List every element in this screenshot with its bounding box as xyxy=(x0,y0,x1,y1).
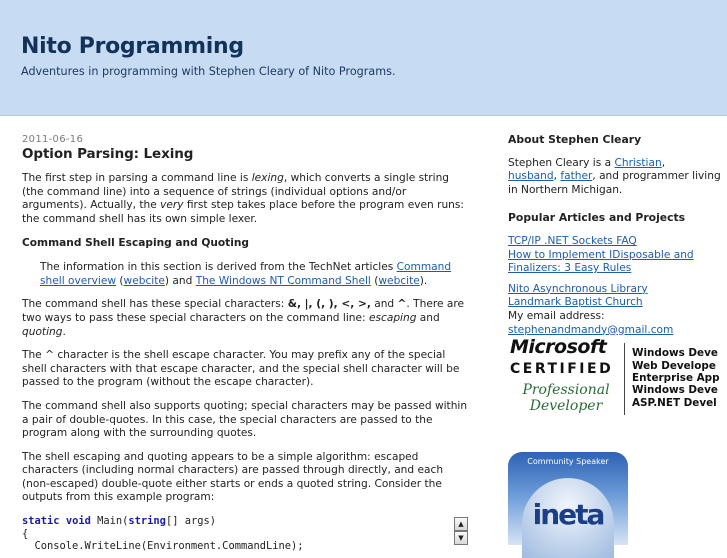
text: The information in this section is derived from the TechNet articles xyxy=(40,261,397,274)
about-heading: About Stephen Cleary xyxy=(508,133,642,146)
code-token: [] args) xyxy=(165,515,216,528)
popular-heading: Popular Articles and Projects xyxy=(508,211,686,225)
scroll-down-icon[interactable]: ▼ xyxy=(454,531,468,545)
post-date: 2011-06-16 xyxy=(22,134,84,145)
text-em: quoting xyxy=(22,325,63,338)
microsoft-certified-badge[interactable] xyxy=(508,336,727,421)
link-idisposable[interactable]: How to Implement IDisposable and Finalizers: 3 Easy Rules xyxy=(508,248,694,275)
sidebar xyxy=(508,133,727,421)
link-webcite-2[interactable]: webcite xyxy=(378,274,420,287)
post-paragraph-5: The shell escaping and quoting appears to be a simple algorithm: escaped characters (including normal characters) are passed through directly, and each (non-escaped) double-quote either starts or ends a quoted string. Consider the outputs from this example program: xyxy=(22,450,444,504)
post-paragraph-3: The ^ character is the shell escape character. You may prefix any of the special shell characters with that escape character, and the special shell character will be passed to the program (without the escape character). xyxy=(22,349,460,389)
scroll-up-icon[interactable]: ▲ xyxy=(454,517,468,531)
text: . xyxy=(62,325,66,338)
cert-item: Windows Deve xyxy=(632,347,718,360)
post-paragraph-4: The command shell also supports quoting; special characters may be passed within a pair of double-quotes. In this case, the special characters are passed to the program along with the surrounding quotes. xyxy=(22,399,468,440)
text: , which converts a single string (the command line) into a sequence of strings (individual options and/or arguments). Actually, the xyxy=(22,172,450,212)
link-husband[interactable]: husband xyxy=(508,170,554,183)
post-paragraph-1 xyxy=(22,172,468,226)
professional-developer-label: Professional Developer xyxy=(522,382,610,415)
spacer xyxy=(508,276,727,283)
ineta-logo: ineta xyxy=(532,498,604,531)
site-title[interactable]: Nito Programming xyxy=(21,34,244,59)
about-section xyxy=(508,133,727,197)
code-scrollbar[interactable] xyxy=(454,515,468,545)
certified-label: CERTIFIED xyxy=(510,361,614,378)
cert-item: ASP.NET Devel xyxy=(632,396,717,409)
special-chars: &, |, (, ), <, >, xyxy=(287,298,371,311)
text: and xyxy=(370,298,398,311)
link-christian[interactable]: Christian xyxy=(614,156,662,169)
code-token: Console.WriteLine(Environment.CommandLine); xyxy=(22,540,304,553)
text: , xyxy=(661,156,666,169)
text-em: lexing xyxy=(251,172,284,185)
text: The command shell has these special characters: xyxy=(22,298,288,311)
link-nito-async[interactable]: Nito Asynchronous Library xyxy=(508,282,648,295)
cert-item: Web Develope xyxy=(632,359,716,372)
keyword: static xyxy=(22,515,60,528)
section-heading: Command Shell Escaping and Quoting xyxy=(22,236,250,249)
text-em: escaping xyxy=(368,311,417,324)
text: . There are two ways to pass these special characters on the command line: xyxy=(22,298,464,324)
text: The first step in parsing a command line is xyxy=(22,172,252,185)
keyword: void xyxy=(65,515,91,528)
popular-section xyxy=(508,211,727,337)
site-description: Adventures in programming with Stephen Cleary of Nito Programs. xyxy=(21,65,396,78)
code-token: { xyxy=(22,527,29,540)
link-command-shell-overview[interactable]: Command shell overview xyxy=(40,261,452,287)
cert-item: Windows Deve xyxy=(632,384,718,397)
text: ( xyxy=(370,274,379,287)
text-em: very xyxy=(160,199,184,212)
code-text xyxy=(22,515,468,553)
community-speaker-label: Community Speaker xyxy=(527,457,609,466)
info-quote xyxy=(40,261,468,288)
link-landmark-baptist[interactable]: Landmark Baptist Church xyxy=(508,296,643,309)
text: ) and xyxy=(164,274,196,287)
text: and xyxy=(416,311,440,324)
cert-item: Enterprise App xyxy=(632,371,720,384)
post-paragraph-2 xyxy=(22,298,468,339)
link-father[interactable]: father xyxy=(560,170,593,183)
code-token: Main( xyxy=(90,515,129,528)
text: , and programmer living in Northern Michigan. xyxy=(508,170,721,196)
link-webcite-1[interactable]: webcite xyxy=(123,274,165,287)
ineta-community-speaker-badge[interactable] xyxy=(508,452,628,545)
text: ). xyxy=(419,274,428,287)
post-title[interactable]: Option Parsing: Lexing xyxy=(22,145,194,162)
text: , xyxy=(553,170,561,183)
microsoft-logo: Microsoft xyxy=(510,336,607,359)
email-label: My email address: xyxy=(508,309,605,322)
email-link[interactable]: stephenandmandy@gmail.com xyxy=(508,323,674,336)
caret-char: ^ xyxy=(397,298,407,311)
divider xyxy=(624,343,625,415)
text: first step takes place before the program even runs: the command shell has its own simple lexer. xyxy=(22,199,464,225)
post xyxy=(22,133,468,553)
cert-list xyxy=(632,347,720,409)
link-tcpip-faq[interactable]: TCP/IP .NET Sockets FAQ xyxy=(508,234,637,247)
link-windows-nt-command-shell[interactable]: The Windows NT Command Shell xyxy=(195,274,371,287)
text: Stephen Cleary is a xyxy=(508,156,615,169)
about-text xyxy=(508,157,727,198)
keyword: string xyxy=(128,515,166,528)
site-header xyxy=(0,0,727,116)
text: ( xyxy=(116,274,124,287)
code-block[interactable] xyxy=(22,515,468,553)
